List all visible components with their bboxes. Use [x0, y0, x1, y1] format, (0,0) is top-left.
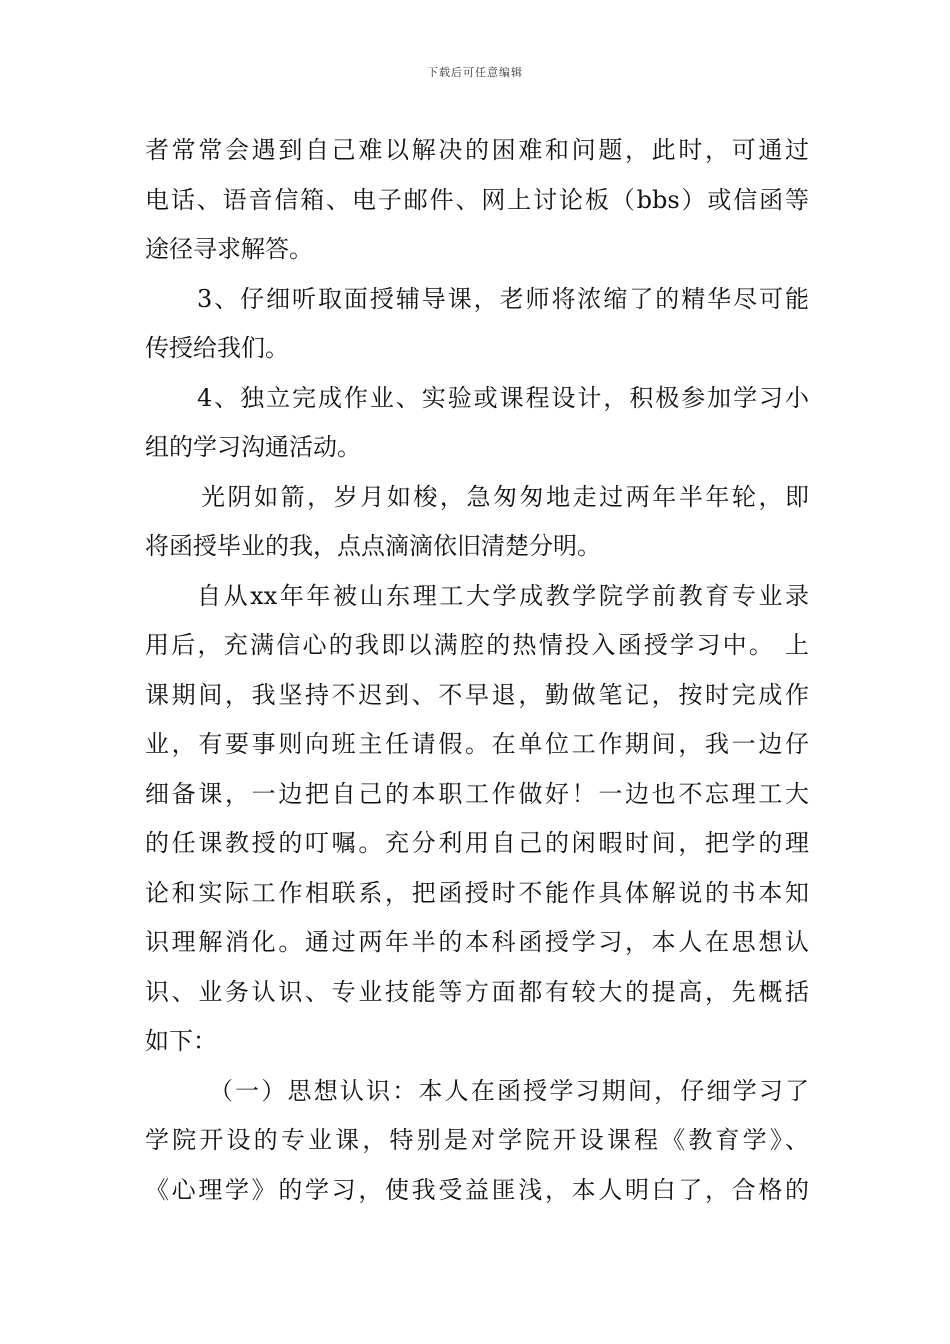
text-line: 《心理学》的学习，使我受益匪浅，本人明白了，合格的: [145, 1175, 809, 1204]
text-line: 论和实际工作相联系，把函授时不能作具体解说的书本知: [145, 878, 809, 907]
text-line: 将函授毕业的我，点点滴滴依旧清楚分明。: [145, 532, 601, 560]
text-line: 传授给我们。: [145, 334, 289, 362]
page-header: 下载后可任意编辑: [427, 66, 523, 79]
text-line: 识理解消化。通过两年半的本科函授学习，本人在思想认: [145, 928, 809, 956]
text-line: 学院开设的专业课，特别是对学院开设课程《教育学》、: [145, 1126, 809, 1154]
text-line: 组的学习沟通活动。: [145, 433, 361, 461]
text-line: 途径寻求解答。: [145, 235, 313, 263]
text-line: 3、仔细听取面授辅导课，老师将浓缩了的精华尽可能: [197, 284, 809, 313]
text-line: 的任课教授的叮嘱。充分利用自己的闲暇时间，把学的理: [145, 829, 809, 857]
text-line: 课期间，我坚持不迟到、不早退，勤做笔记，按时完成作: [145, 680, 809, 709]
text-line: 用后，充满信心的我即以满腔的热情投入函授学习中。 上: [145, 631, 809, 659]
text-line: 业，有要事则向班主任请假。在单位工作期间，我一边仔: [145, 730, 809, 758]
text-line: 自从xx年年被山东理工大学成教学院学前教育专业录: [197, 581, 809, 610]
text-line: 电话、语音信箱、电子邮件、网上讨论板（bbs）或信函等: [145, 185, 809, 214]
text-line: 识、业务认识、专业技能等方面都有较大的提高，先概括: [145, 977, 809, 1006]
text-line: （一）思想认识：本人在函授学习期间，仔细学习了: [209, 1076, 809, 1105]
text-line: 如下：: [145, 1027, 217, 1055]
text-line: 者常常会遇到自己难以解决的困难和问题，此时，可通过: [145, 136, 809, 164]
document-body: [145, 126, 809, 1215]
text-line: 细备课，一边把自己的本职工作做好！一边也不忘理工大: [145, 779, 809, 808]
text-line: 4、独立完成作业、实验或课程设计，积极参加学习小: [197, 383, 809, 412]
text-line: 光阴如箭，岁月如梭，急匆匆地走过两年半年轮，即: [201, 482, 809, 511]
